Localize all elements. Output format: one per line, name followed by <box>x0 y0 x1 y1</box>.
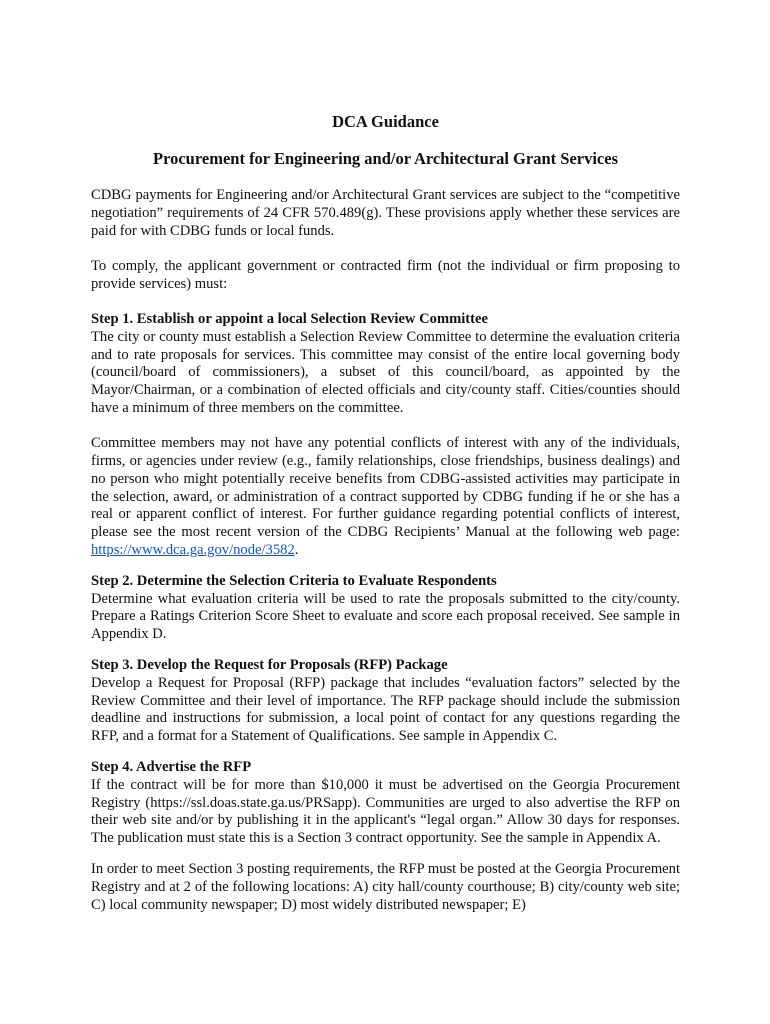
step-1-conflict-section <box>91 435 680 560</box>
step-2-body: Determine what evaluation criteria will be used to rate the proposals submitted to the city/county. Prepare a Ratings Criterion Score Sheet to evaluate and score each proposal received. See sample in Appendix D. <box>91 590 680 643</box>
document-page <box>91 112 680 914</box>
step-2-heading: Step 2. Determine the Selection Criteria to Evaluate Respondents <box>91 572 497 589</box>
intro-paragraph-1: CDBG payments for Engineering and/or Architectural Grant services are subject to the “competitive negotiation” requirements of 24 CFR 570.489(g). These provisions apply whether these services are paid for with CDBG funds or local funds. <box>91 187 680 239</box>
step-3-body: Develop a Request for Proposal (RFP) package that includes “evaluation factors” selected by the Review Committee and their level of importance. The RFP package should include the submission deadline and instructions for submission, a local point of contact for any questions regarding the RFP, and a format for a Statement of Qualifications. See sample in Appendix C. <box>91 674 680 745</box>
step-1-heading: Step 1. Establish or appoint a local Selection Review Committee <box>91 310 488 327</box>
step-3-section <box>91 657 680 746</box>
step-4-body: If the contract will be for more than $10,000 it must be advertised on the Georgia Procurement Registry (https://ssl.doas.state.ga.us/PRSapp). Communities are urged to also advertise the RFP on their web site and/or by publishing it in the applicant's “legal organ.” Allow 30 days for responses. The publication must state this is a Section 3 contract opportunity. See the sample in Appendix A. <box>91 776 680 847</box>
step-4-section <box>91 759 680 848</box>
step-1-conflict-text: Committee members may not have any potential conflicts of interest with any of the individuals, firms, or agencies under review (e.g., family relationships, close friendships, business dealings) and no person who might potentially receive benefits from CDBG-assisted activities may participate in the selection, award, or administration of a contract supported by CDBG funding if he or she has a real or apparent conflict of interest. For further guidance regarding potential conflicts of interest, please see the most recent version of the CDBG Recipients’ Manual at the following web page: <box>91 435 680 541</box>
intro-paragraph-2: To comply, the applicant government or contracted firm (not the individual or firm proposing to provide services) must: <box>91 257 680 292</box>
step-2-section <box>91 573 680 644</box>
step-1-conflict-paragraph <box>91 435 680 560</box>
dca-manual-link[interactable]: https://www.dca.ga.gov/node/3582 <box>91 542 295 559</box>
step-1-body: The city or county must establish a Selection Review Committee to determine the evaluation criteria and to rate proposals for services. This committee may consist of the entire local governing body (council/board of commissioners), a subset of this council/board, as appointed by the Mayor/Chairman, or a combination of elected officials and city/county staff. Cities/counties should have a minimum of three members on the committee. <box>91 328 680 416</box>
step-3-heading: Step 3. Develop the Request for Proposals (RFP) Package <box>91 657 448 674</box>
document-title: DCA Guidance <box>332 112 439 131</box>
step-1-conflict-end: . <box>294 542 299 559</box>
step-4-posting-paragraph: In order to meet Section 3 posting requirements, the RFP must be posted at the Georgia Procurement Registry and at 2 of the following locations: A) city hall/county courthouse; B) city/county web site; C) local community newspaper; D) most widely distributed newspaper; E) <box>91 861 680 913</box>
document-subtitle: Procurement for Engineering and/or Architectural Grant Services <box>153 149 618 168</box>
step-4-heading: Step 4. Advertise the RFP <box>91 759 252 776</box>
step-1-section <box>91 311 680 418</box>
